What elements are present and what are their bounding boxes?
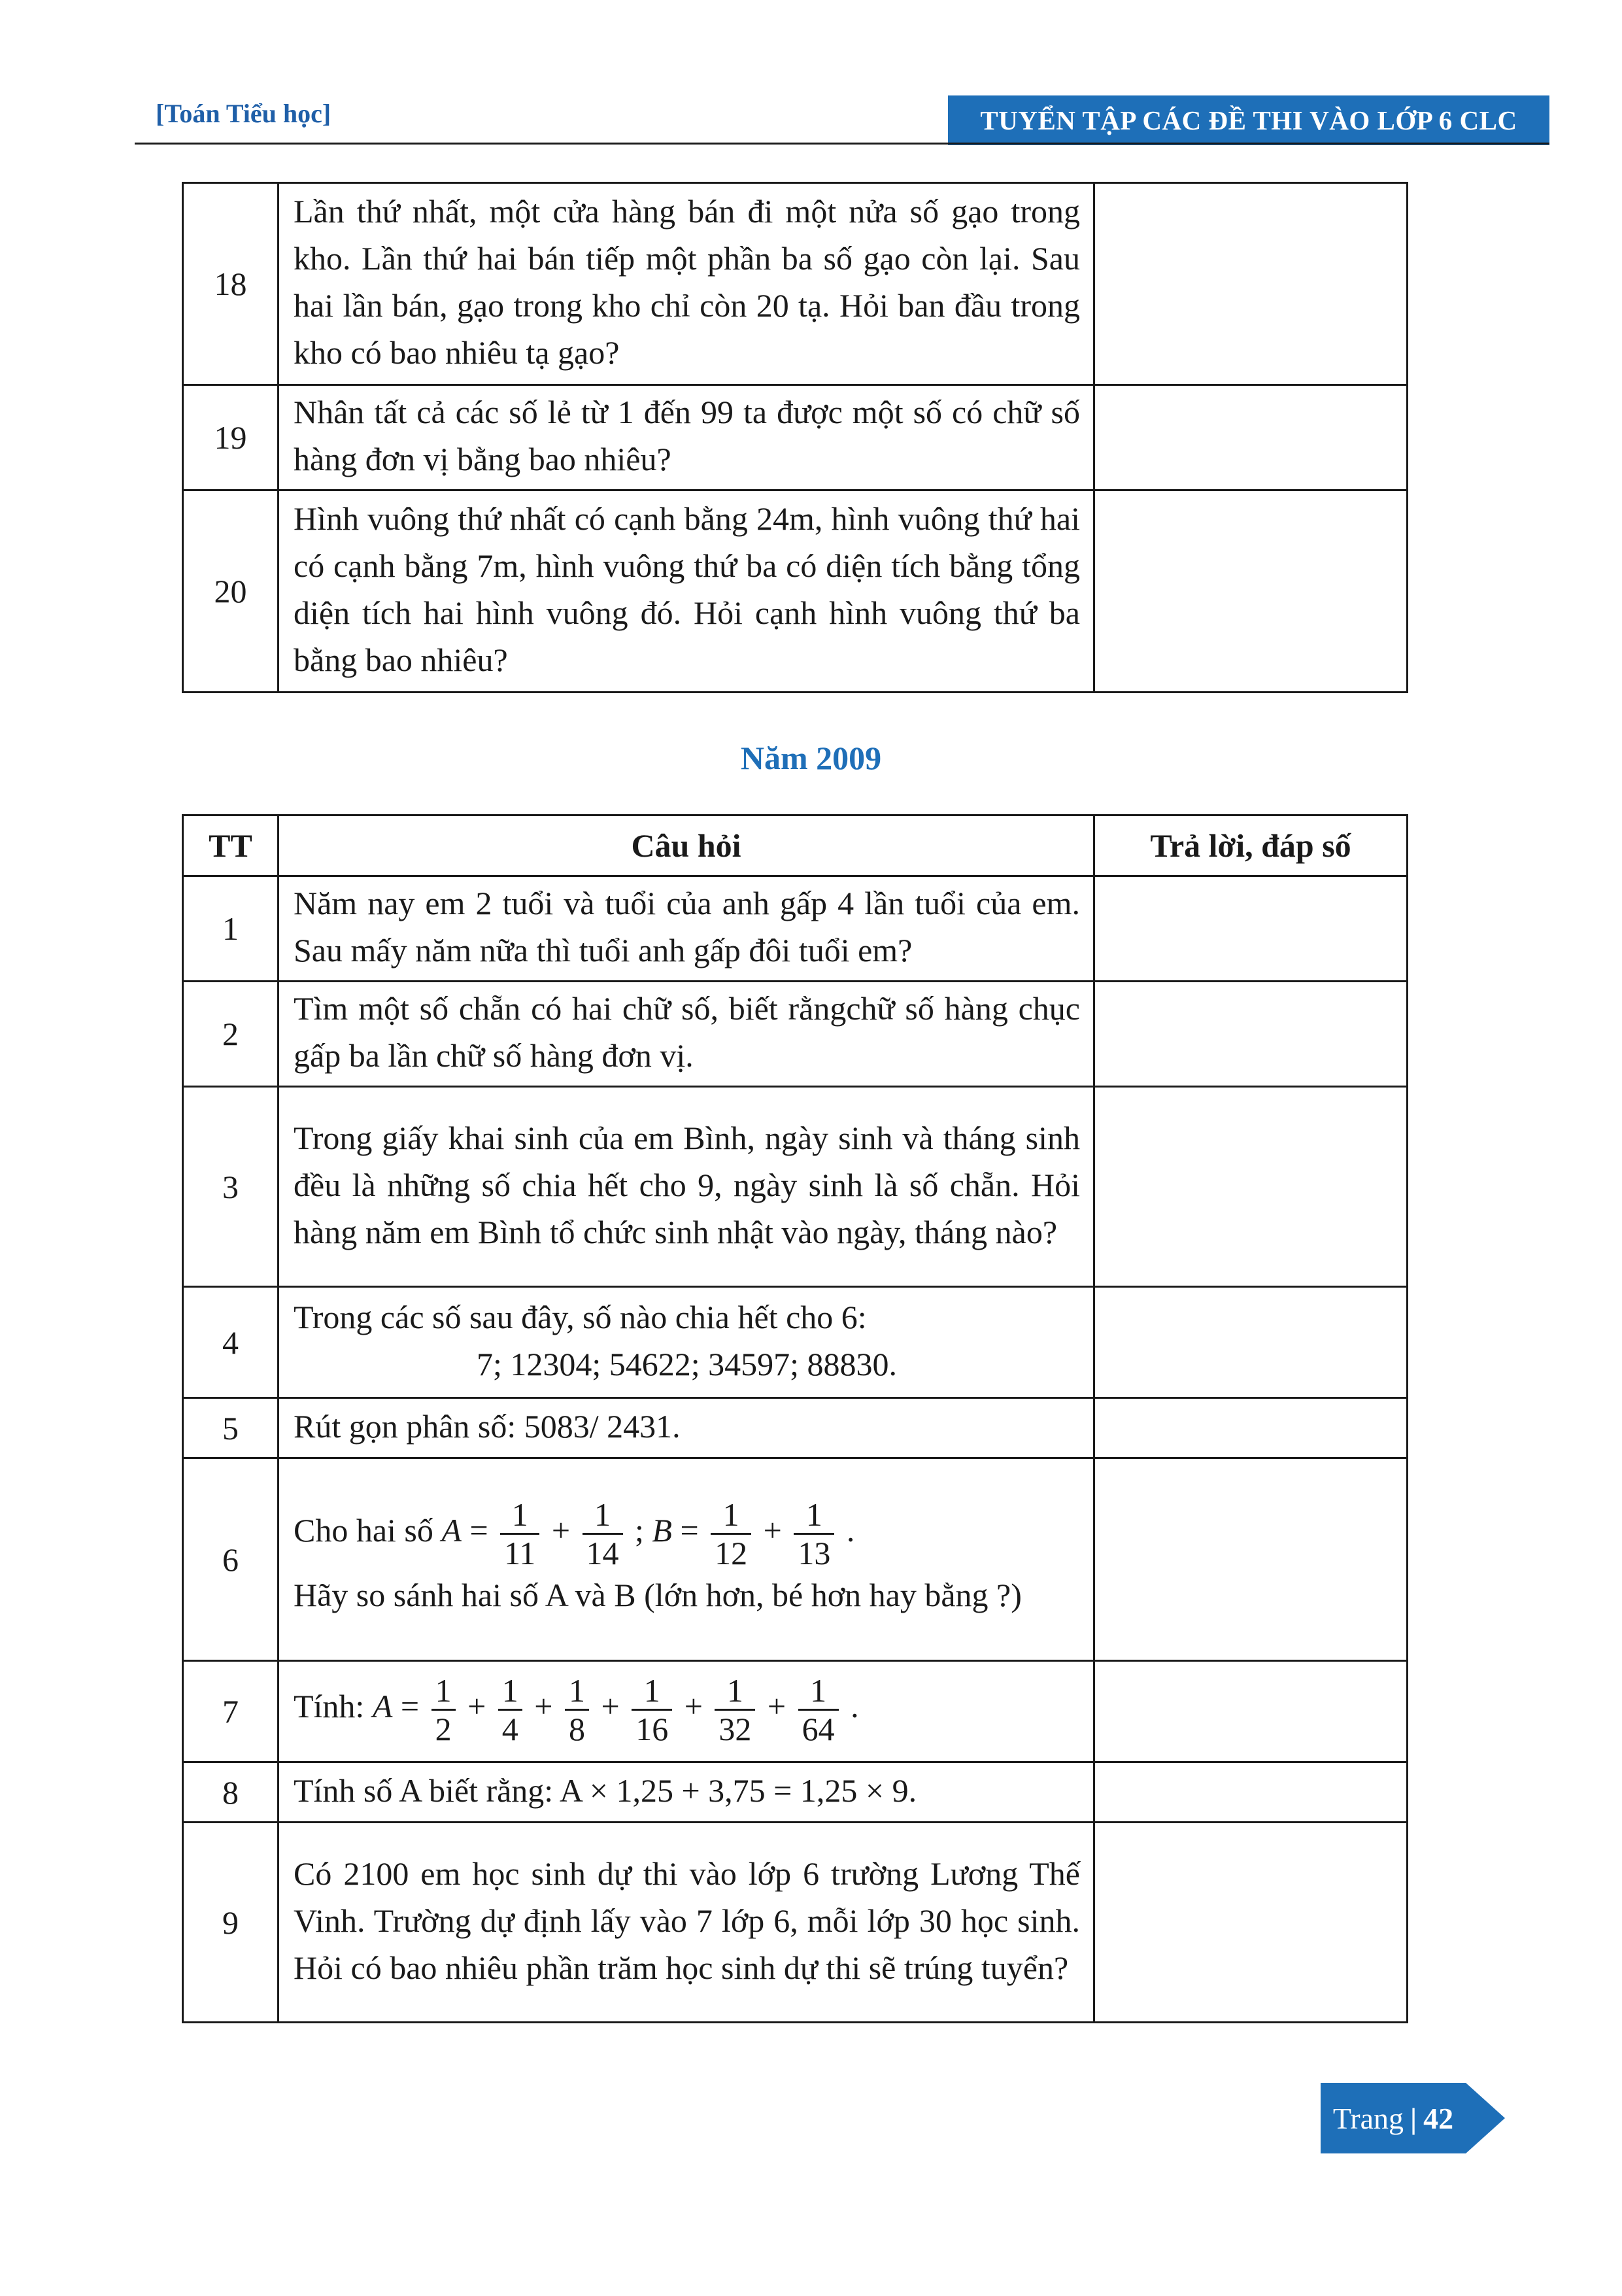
answer-cell[interactable]	[1094, 982, 1408, 1087]
question-number: 4	[183, 1287, 279, 1398]
fraction: $\frac{1}{11}$	[500, 1496, 539, 1571]
header-divider	[135, 143, 1549, 145]
formula-intro: Tính:	[294, 1687, 365, 1724]
question-text: Năm nay em 2 tuổi và tuổi của anh gấp 4 lần tuổi của em. Sau mấy năm nữa thì tuổi anh gấp đôi tuổi em?	[279, 876, 1094, 982]
answer-cell[interactable]	[1094, 1762, 1408, 1823]
table-row	[183, 1458, 1408, 1661]
page-divider: |	[1410, 2101, 1417, 2135]
table-row	[183, 183, 1408, 385]
question-text: Tìm một số chẵn có hai chữ số, biết rằngchữ số hàng chục gấp ba lần chữ số hàng đơn vị.	[279, 982, 1094, 1087]
question-number: 8	[183, 1762, 279, 1823]
fraction: $\frac{1}{12}$	[711, 1496, 751, 1571]
equals-sign: =	[680, 1511, 699, 1549]
table-row	[183, 1087, 1408, 1287]
variable-a: A	[372, 1687, 393, 1724]
variable-b: B	[652, 1511, 672, 1549]
fraction: $\frac{1}{64}$	[798, 1672, 839, 1747]
question-number: 9	[183, 1823, 279, 2023]
plus-sign: +	[763, 1511, 782, 1549]
formula-line	[294, 1496, 1080, 1571]
table-header-row	[183, 815, 1408, 876]
question-text: Lần thứ nhất, một cửa hàng bán đi một nửa số gạo trong kho. Lần thứ hai bán tiếp một phần ba số gạo còn lại. Sau hai lần bán, gạo trong kho chỉ còn 20 tạ. Hỏi ban đầu trong kho có bao nhiêu tạ gạo?	[279, 183, 1094, 385]
question-text	[279, 1287, 1094, 1398]
questions-table-2009	[182, 814, 1408, 2023]
page-label: Trang	[1332, 2101, 1404, 2135]
question-text: Rút gọn phân số: 5083/ 2431.	[279, 1398, 1094, 1458]
question-text	[279, 1661, 1094, 1762]
column-header-tt: TT	[183, 815, 279, 876]
plus-sign: +	[534, 1687, 553, 1724]
answer-cell[interactable]	[1094, 490, 1408, 693]
fraction: $\frac{1}{4}$	[498, 1672, 522, 1747]
period: .	[851, 1687, 859, 1724]
question-number: 6	[183, 1458, 279, 1661]
column-header-answer: Trả lời, đáp số	[1094, 815, 1408, 876]
question-text: Hình vuông thứ nhất có cạnh bằng 24m, hình vuông thứ hai có cạnh bằng 7m, hình vuông thứ ba có diện tích bằng tổng diện tích hai hình vuông đó. Hỏi cạnh hình vuông thứ ba bằng bao nhiêu?	[279, 490, 1094, 693]
question-number: 3	[183, 1087, 279, 1287]
answer-cell[interactable]	[1094, 876, 1408, 982]
variable-a: A	[441, 1511, 462, 1549]
table-row	[183, 1661, 1408, 1762]
page-number: 42	[1423, 2101, 1454, 2135]
question-line: Trong các số sau đây, số nào chia hết cho 6:	[294, 1298, 867, 1335]
table-row	[183, 1762, 1408, 1823]
question-text: Tính số A biết rằng: A × 1,25 + 3,75 = 1,25 × 9.	[279, 1762, 1094, 1823]
section-title-year: Năm 2009	[740, 740, 882, 776]
table-row	[183, 1823, 1408, 2023]
answer-cell[interactable]	[1094, 1087, 1408, 1287]
equals-sign: =	[400, 1687, 420, 1724]
question-number: 18	[183, 183, 279, 385]
plus-sign: +	[601, 1687, 620, 1724]
question-number: 1	[183, 876, 279, 982]
answer-cell[interactable]	[1094, 1661, 1408, 1762]
fraction: $\frac{1}{14}$	[583, 1496, 623, 1571]
formula-intro: Cho hai số	[294, 1511, 433, 1549]
number-list: 7; 12304; 54622; 34597; 88830.	[476, 1345, 898, 1382]
plus-sign: +	[767, 1687, 786, 1724]
table-row	[183, 1398, 1408, 1458]
question-number: 19	[183, 385, 279, 490]
answer-cell[interactable]	[1094, 183, 1408, 385]
question-number: 2	[183, 982, 279, 1087]
fraction: $\frac{1}{16}$	[632, 1672, 672, 1747]
question-number: 7	[183, 1661, 279, 1762]
questions-table-continued	[182, 182, 1408, 693]
question-text	[279, 1458, 1094, 1661]
separator: ;	[635, 1511, 644, 1549]
fraction: $\frac{1}{2}$	[431, 1672, 456, 1747]
fraction: $\frac{1}{13}$	[794, 1496, 834, 1571]
question-number: 20	[183, 490, 279, 693]
plus-sign: +	[684, 1687, 703, 1724]
answer-cell[interactable]	[1094, 1458, 1408, 1661]
question-line: Hãy so sánh hai số A và B (lớn hơn, bé hơn hay bằng ?)	[294, 1577, 1022, 1613]
plus-sign: +	[467, 1687, 486, 1724]
page-badge-arrow	[1466, 2083, 1505, 2153]
plus-sign: +	[551, 1511, 571, 1549]
page-number-badge	[1321, 2083, 1466, 2153]
table-row	[183, 1287, 1408, 1398]
answer-cell[interactable]	[1094, 1398, 1408, 1458]
table-row	[183, 490, 1408, 693]
header-subject: [Toán Tiểu học]	[156, 99, 331, 128]
table-row	[183, 876, 1408, 982]
question-number: 5	[183, 1398, 279, 1458]
question-text: Có 2100 em học sinh dự thi vào lớp 6 trường Lương Thế Vinh. Trường dự định lấy vào 7 lớp 6, mỗi lớp 30 học sinh. Hỏi có bao nhiêu phần trăm học sinh dự thi sẽ trúng tuyển?	[279, 1823, 1094, 2023]
question-text: Nhân tất cả các số lẻ từ 1 đến 99 ta được một số có chữ số hàng đơn vị bằng bao nhiêu?	[279, 385, 1094, 490]
period: .	[846, 1511, 855, 1549]
fraction: $\frac{1}{8}$	[565, 1672, 589, 1747]
fraction: $\frac{1}{32}$	[715, 1672, 755, 1747]
header-title-banner: TUYỂN TẬP CÁC ĐỀ THI VÀO LỚP 6 CLC	[948, 95, 1549, 145]
answer-cell[interactable]	[1094, 1287, 1408, 1398]
table-row	[183, 385, 1408, 490]
question-text: Trong giấy khai sinh của em Bình, ngày sinh và tháng sinh đều là những số chia hết cho 9, ngày sinh là số chẵn. Hỏi hàng năm em Bình tổ chức sinh nhật vào ngày, tháng nào?	[279, 1087, 1094, 1287]
column-header-question: Câu hỏi	[279, 815, 1094, 876]
table-row	[183, 982, 1408, 1087]
answer-cell[interactable]	[1094, 385, 1408, 490]
equals-sign: =	[469, 1511, 488, 1549]
answer-cell[interactable]	[1094, 1823, 1408, 2023]
